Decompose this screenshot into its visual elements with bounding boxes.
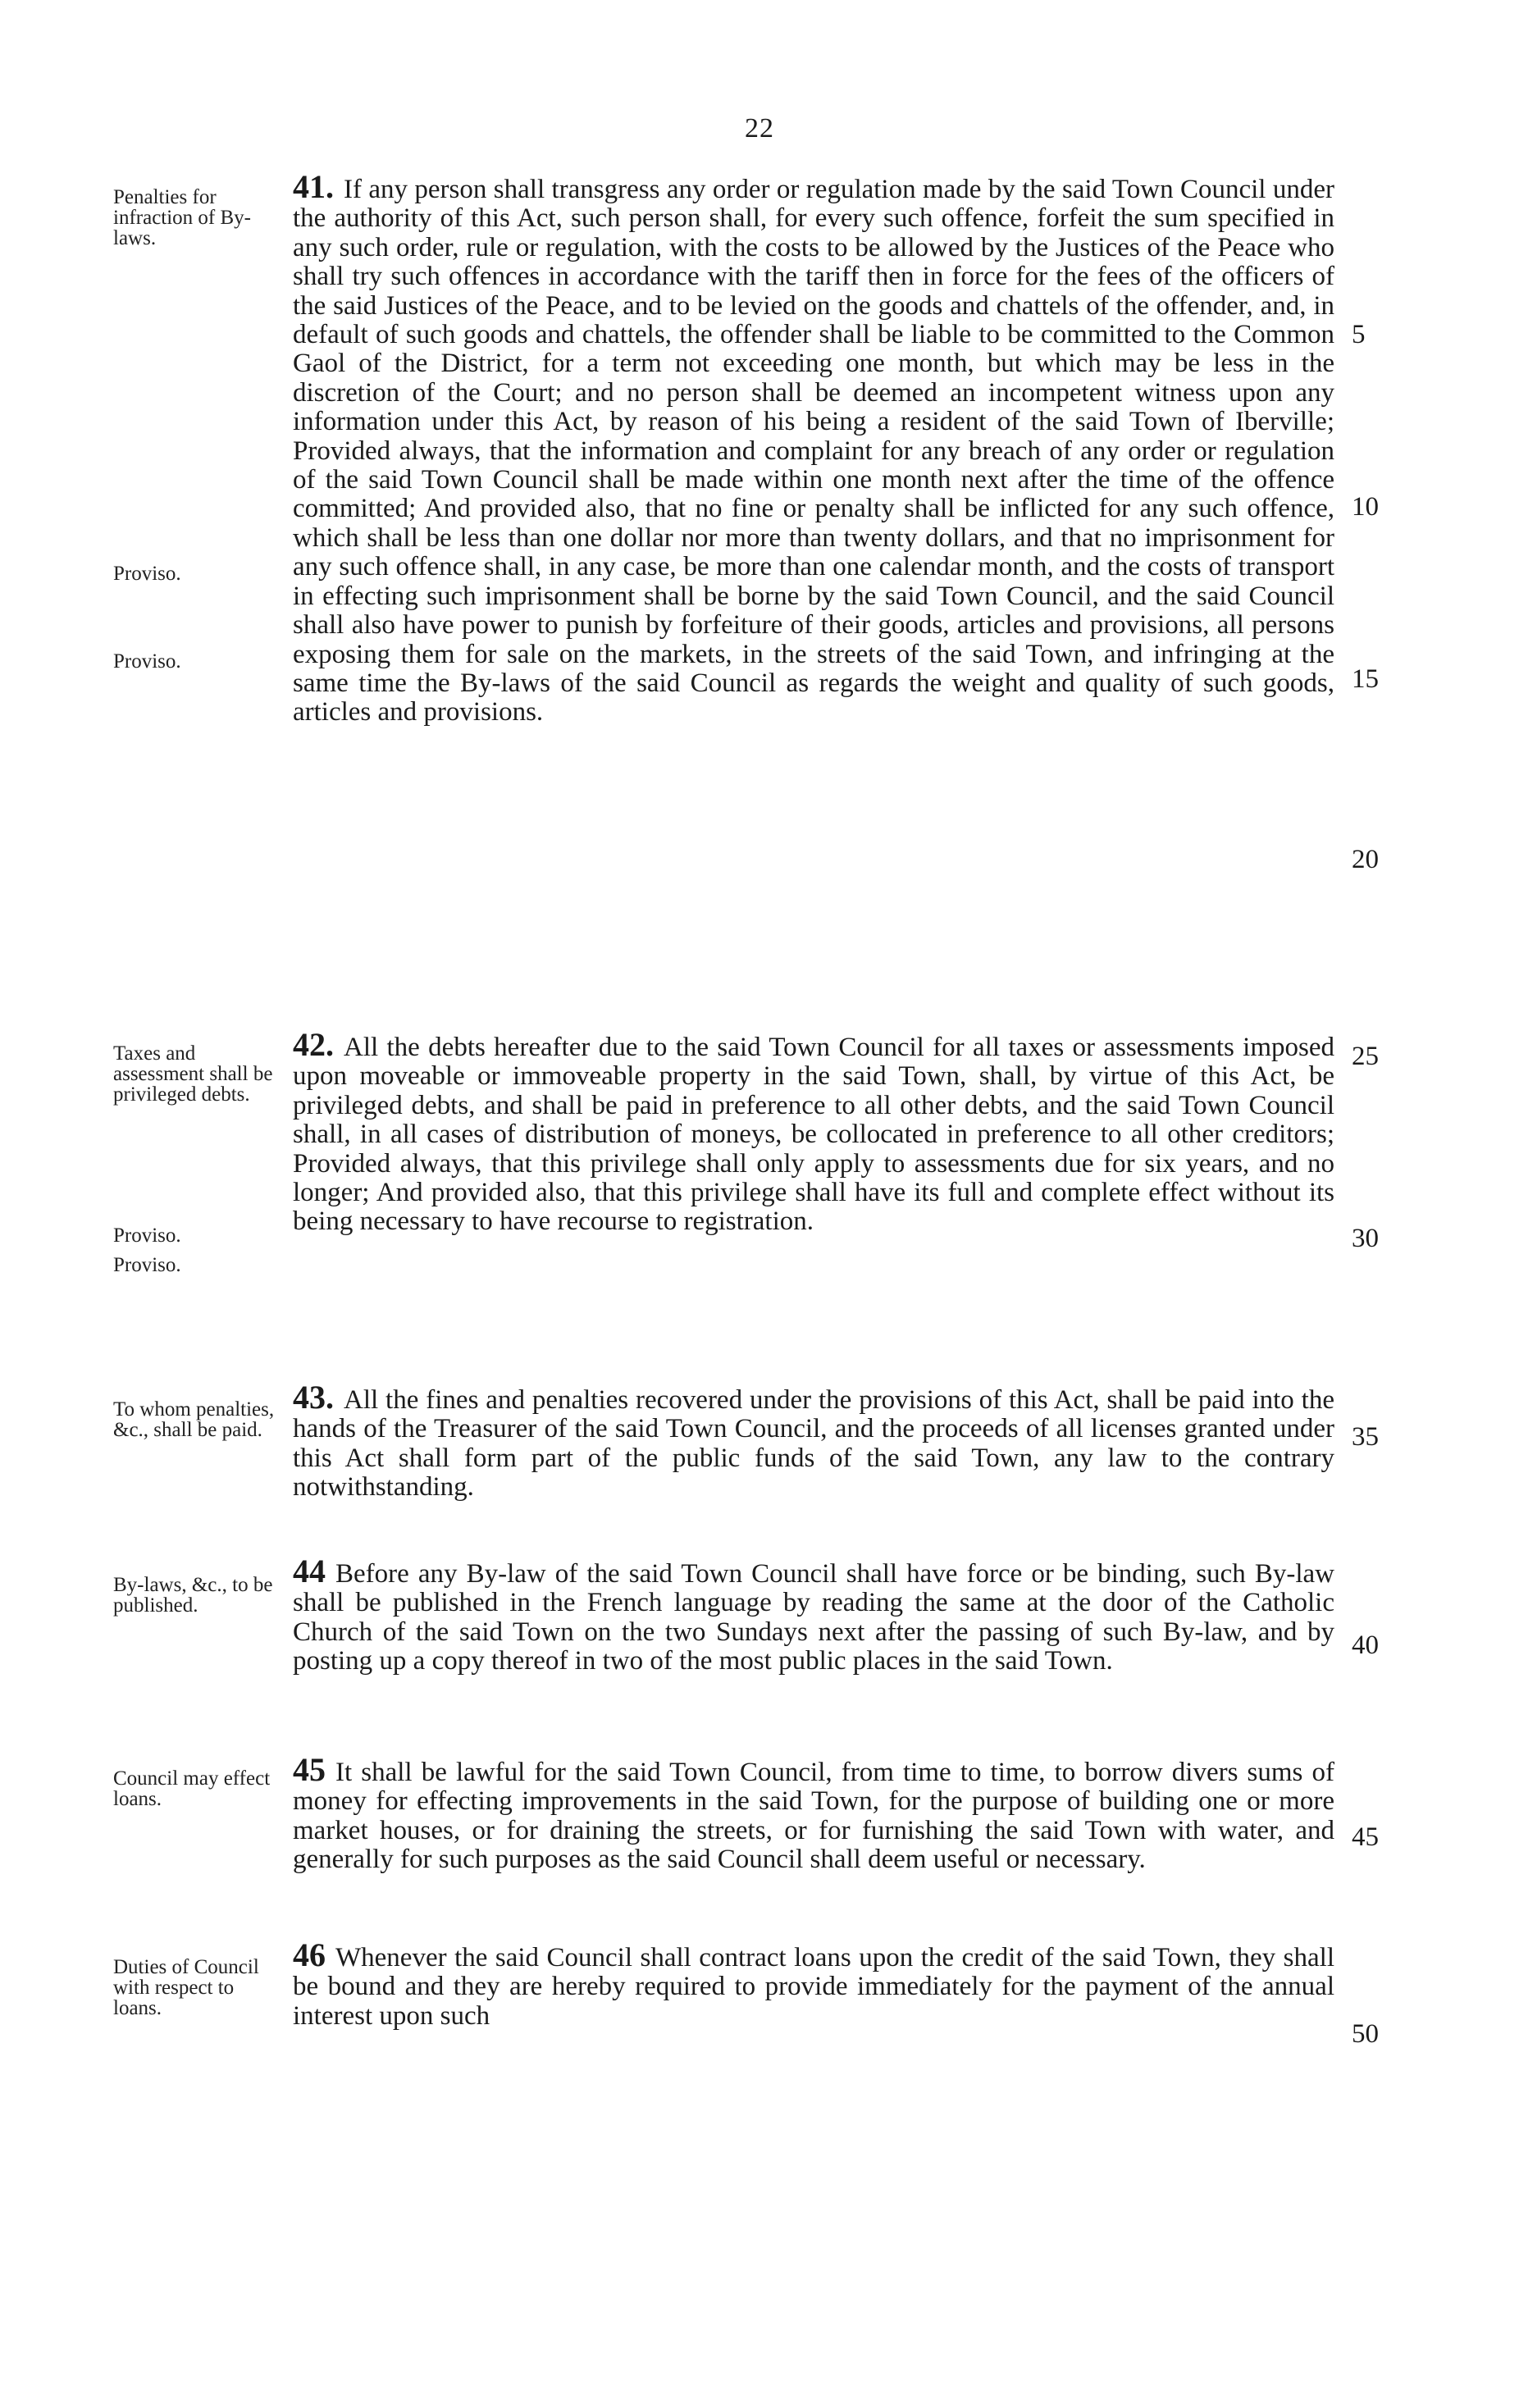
margin-note-proviso: Proviso. (113, 650, 181, 673)
section-text: If any person shall transgress any order or regulation made by the said Town Council under the authority of this Act, such person shall, for every such offence, forfeit the sum specified in any such order, rule or regulation, with the costs to be allowed by the Justices of the Peace who shall try such offences in accordance with the tariff then in force for the fees of the officers of the said Justices of the Peace, and to be levied on the goods and chattels of the offender, and, in default of such goods and chattels, the offender shall be liable to be committed to the Common Gaol of the District, for a term not exceeding one month, but which may be less in the discretion of the Court; and no person shall be deemed an incompetent witness upon any information under this Act, by reason of his being a resident of the said Town of Iberville; Provided always, that the information and complaint for any breach of any order or regulation of the said Town Council shall be made within one month next after the time of the offence committed; And provided also, that no fine or penalty shall be inflicted for any such offence, which shall be less than one dollar nor more than twenty dollars, and that no imprisonment for any such offence shall, in any case, be more than one calendar month, and the costs of transport in effecting such imprisonment shall be borne by the said Town Council, and the said Council shall also have power to punish by forfeiture of their goods, articles and provisions, all persons exposing them for sale on the markets, in the streets of the said Town, and infringing at the same time the By-laws of the said Council as regards the weight and quality of such goods, articles and provisions. (293, 175, 1334, 727)
margin-note-bylaws-published: By-laws, &c., to be published. (113, 1574, 273, 1617)
section-43 (293, 1379, 1334, 1503)
section-46 (293, 1936, 1334, 2031)
section-number: 45 (293, 1751, 326, 1788)
section-45 (293, 1751, 1334, 1875)
line-number: 25 (1352, 1042, 1379, 1071)
section-number: 43. (293, 1379, 334, 1416)
section-44 (293, 1553, 1334, 1676)
margin-note-penalties-paid: To whom penalties, &c., shall be paid. (113, 1398, 275, 1441)
line-number: 35 (1352, 1422, 1379, 1452)
margin-note-proviso: Proviso. (113, 1254, 181, 1276)
line-number: 45 (1352, 1822, 1379, 1852)
section-number: 41. (293, 168, 334, 205)
section-text: Whenever the said Council shall contract loans upon the credit of the said Town, they shall be bound and they are hereby required to provide immediately for the payment of the annual interest upon such (293, 1943, 1334, 2031)
line-number: 40 (1352, 1630, 1379, 1660)
section-number: 44 (293, 1553, 326, 1589)
section-number: 42. (293, 1026, 334, 1063)
line-number: 15 (1352, 664, 1379, 694)
line-number: 5 (1352, 320, 1366, 349)
page-number: 22 (745, 113, 774, 144)
line-number: 50 (1352, 2019, 1379, 2049)
margin-note-penalties: Penalties for infraction of By-laws. (113, 186, 252, 249)
margin-note-proviso: Proviso. (113, 1225, 181, 1247)
line-number: 10 (1352, 492, 1379, 522)
section-text: It shall be lawful for the said Town Council, from time to time, to borrow divers sums of money for effecting improvements in the said Town, for the purpose of building one or more market houses, or for draining the streets, or for furnishing the said Town with water, and generally for such purposes as the said Council shall deem useful or necessary. (293, 1758, 1334, 1875)
section-41 (293, 168, 1334, 727)
section-text: All the debts hereafter due to the said Town Council for all taxes or assessments imposed upon moveable or immoveable property in the said Town, shall, by virtue of this Act, be privileged debts, and shall be paid in preference to all other debts, and the said Town Council shall, in all cases of distribution of moneys, be collocated in preference to all other creditors; Provided always, that this privilege shall only apply to assessments due for six years, and no longer; And provided also, that this privilege shall have its full and complete effect without its being necessary to have recourse to registration. (293, 1033, 1334, 1237)
line-number: 30 (1352, 1224, 1379, 1253)
section-text: All the fines and penalties recovered under the provisions of this Act, shall be paid into the hands of the Treasurer of the said Town Council, and the proceeds of all licenses granted under this Act shall form part of the public funds of the said Town, any law to the contrary notwithstanding. (293, 1385, 1334, 1503)
section-text: Before any By-law of the said Town Council shall have force or be binding, such By-law shall be published in the French language by reading the same at the door of the Catholic Church of the said Town on the two Sundays next after the passing of such By-law, and by posting up a copy thereof in two of the most public places in the said Town. (293, 1559, 1334, 1676)
margin-note-council-loans: Council may effect loans. (113, 1767, 271, 1810)
section-number: 46 (293, 1936, 326, 1973)
margin-note-proviso: Proviso. (113, 563, 181, 585)
section-42 (293, 1026, 1334, 1237)
margin-note-duties-loans: Duties of Council with respect to loans. (113, 1956, 259, 2019)
line-number: 20 (1352, 845, 1379, 874)
margin-note-taxes: Taxes and assessment shall be privileged debts. (113, 1042, 273, 1106)
